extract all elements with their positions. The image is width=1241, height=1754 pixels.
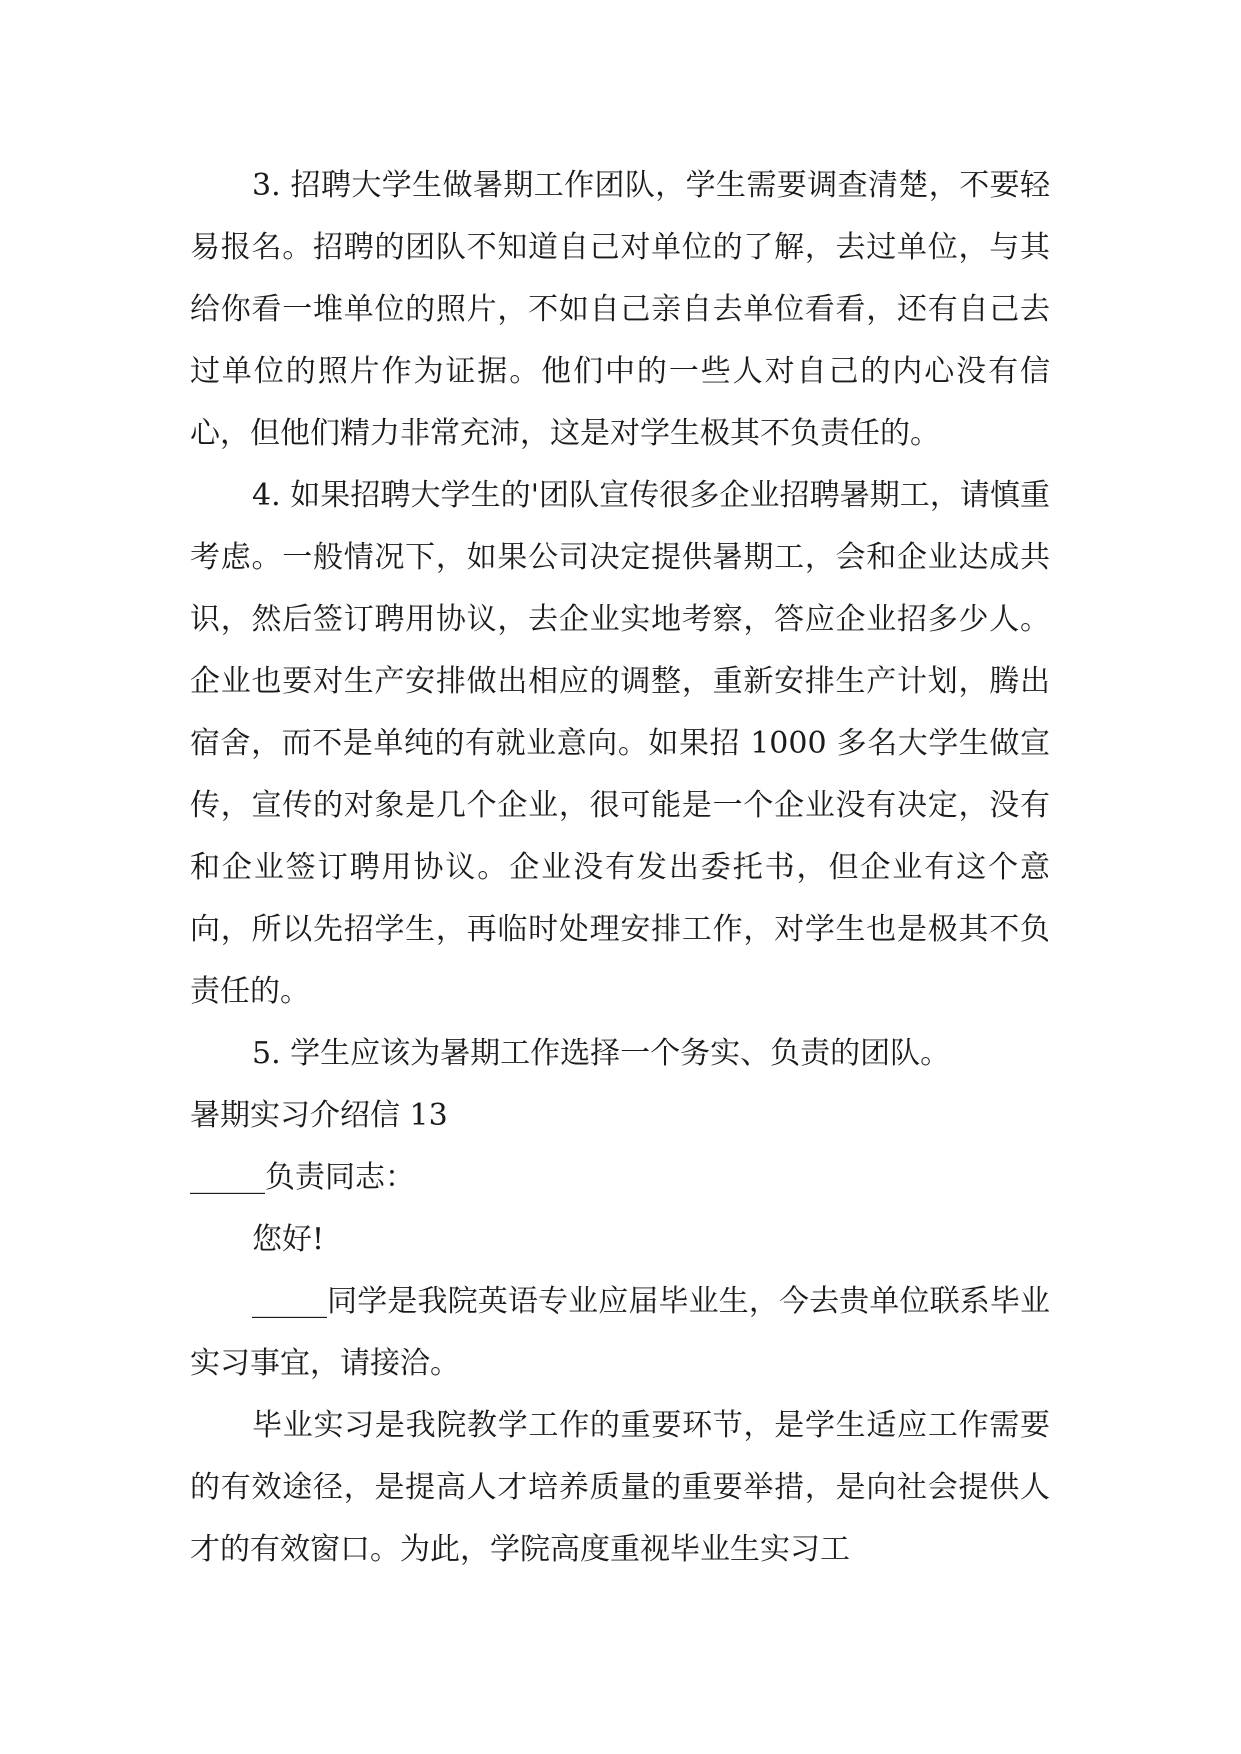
letter-heading: 暑期实习介绍信 13 <box>190 1098 448 1133</box>
paragraph-item-4: 4. 如果招聘大学生的'团队宣传很多企业招聘暑期工，请慎重考虑。一般情况下，如果公司决定提供暑期工，会和企业达成共识，然后签订聘用协议，去企业实地考察，答应企业招多少人。企业也要对生产安排做出相应的调整，重新安排生产计划，腾出宿舍，而不是单纯的有就业意向。如果招 1000 多名大学生做宣传，宣传的对象是几个企业，很可能是一个企业没有决定，没有和企业签订聘用协议。企业没有发出委托书，但企业有这个意向，所以先招学生，再临时处理安排工作，对学生也是极其不负责任的。 <box>190 478 1050 1009</box>
paragraph-item-5: 5. 学生应该为暑期工作选择一个务实、负责的团队。 <box>252 1036 951 1071</box>
paragraph-item-3: 3. 招聘大学生做暑期工作团队，学生需要调查清楚，不要轻易报名。招聘的团队不知道自己对单位的了解，去过单位，与其给你看一堆单位的照片，不如自己亲自去单位看看，还有自己去过单位的照片作为证据。他们中的一些人对自己的内心没有信心，但他们精力非常充沛，这是对学生极其不负责任的。 <box>190 168 1050 451</box>
letter-body-intro: _____同学是我院英语专业应届毕业生，今去贵单位联系毕业实习事宜，请接洽。 <box>190 1284 1050 1381</box>
document-body <box>190 155 1050 1581</box>
letter-greeting: 您好! <box>252 1222 325 1257</box>
letter-salutation: _____负责同志： <box>190 1160 415 1195</box>
letter-body-detail: 毕业实习是我院教学工作的重要环节，是学生适应工作需要的有效途径，是提高人才培养质量的重要举措，是向社会提供人才的有效窗口。为此，学院高度重视毕业生实习工 <box>190 1408 1050 1567</box>
